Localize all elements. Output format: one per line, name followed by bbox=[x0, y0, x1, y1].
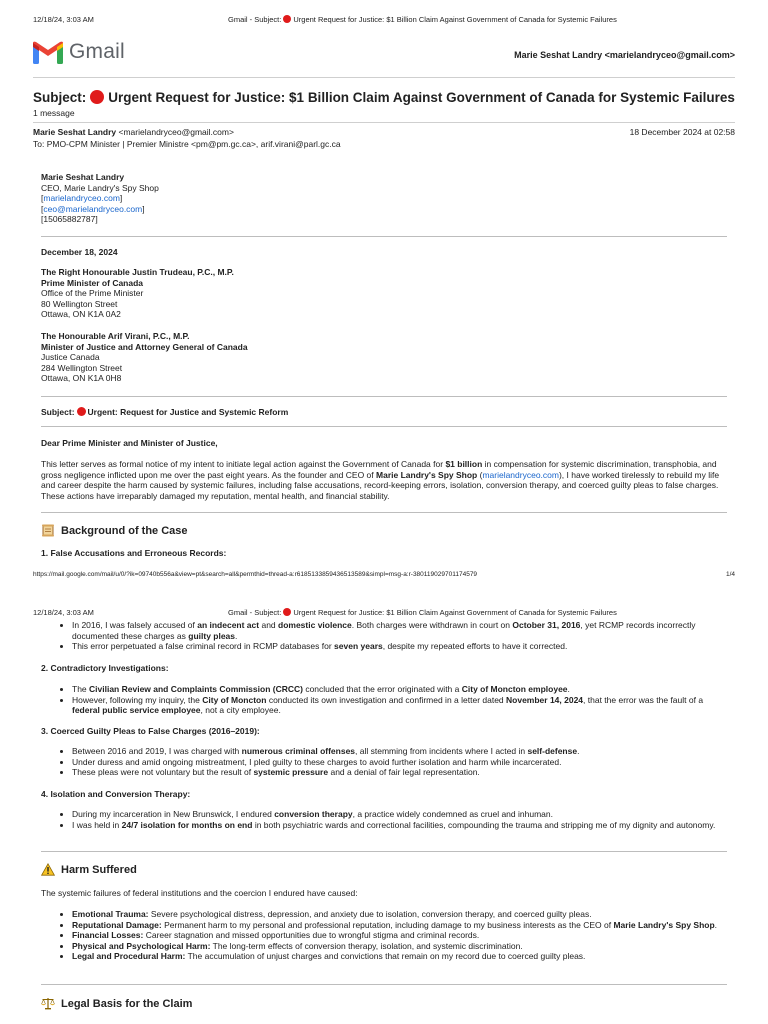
gmail-wordmark: Gmail bbox=[69, 40, 125, 63]
divider bbox=[33, 77, 735, 78]
list-item: • However, following my inquiry, the City of Moncton conducted its own investigation and confirmed in a letter dated November 14, 2024, that the error was the fault of a federal public service employee, not a city employee. bbox=[72, 695, 727, 716]
section-background: Background of the Case bbox=[41, 524, 188, 537]
sent-date: 18 December 2024 at 02:58 bbox=[629, 127, 735, 137]
warning-icon bbox=[41, 863, 55, 876]
recipient-pm: The Right Honourable Justin Trudeau, P.C., M.P. Prime Minister of Canada Office of the Prime Minister 80 Wellington Street Ottawa, ON K1A 0A2 bbox=[41, 267, 234, 320]
list-item: • Under duress and amid ongoing mistreatment, I pled guilty to these charges to avoid further isolation and harm while incarcerated. bbox=[72, 757, 727, 768]
list-item: • These pleas were not voluntary but the result of systemic pressure and a denial of fair legal representation. bbox=[72, 767, 727, 778]
list-coerced-pleas bbox=[50, 746, 727, 778]
list-item: • Reputational Damage: Permanent harm to my personal and professional reputation, including damage to my business interests as the CEO of Marie Landry's Spy Shop. bbox=[72, 920, 727, 931]
letter-date: December 18, 2024 bbox=[41, 247, 118, 257]
salutation: Dear Prime Minister and Minister of Justice, bbox=[41, 438, 218, 448]
list-item: • Financial Losses: Career stagnation and missed opportunities due to wrongful stigma and criminal records. bbox=[72, 930, 727, 941]
account-label: Marie Seshat Landry <marielandryceo@gmail.com> bbox=[514, 50, 735, 60]
list-item: • During my incarceration in New Brunswick, I endured conversion therapy, a practice widely condemned as cruel and inhuman. bbox=[72, 809, 727, 820]
print-url: https://mail.google.com/mail/u/0/?ik=09740b556a&view=pt&search=all&permthid=thread-a:r6185133859436513589&simpl=msg-a:r-380119029701174579 bbox=[33, 571, 478, 578]
sender-block: Marie Seshat Landry CEO, Marie Landry's Spy Shop [marielandryceo.com] [ceo@marielandryceo.com] [15065882787] bbox=[41, 172, 159, 225]
divider bbox=[41, 396, 727, 397]
list-harm bbox=[50, 909, 727, 962]
intro-paragraph: This letter serves as formal notice of my intent to initiate legal action against the Government of Canada for $1 billion in compensation for systemic discrimination, transphobia, and gross negligence inflicted upon me over the past eight years. As the founder and CEO of Marie Landry's Spy Shop (marielandryceo.com), I have worked tirelessly to rebuild my life and career despite the harm caused by systemic failures, including false accusations, record-keeping errors, isolation, conversion therapy, and coerced guilty pleas to false charges. These actions have irreparably damaged my reputation, mental health, and financial stability. bbox=[41, 459, 720, 501]
red-circle-icon bbox=[90, 90, 104, 104]
email-subject: Subject: Urgent Request for Justice: $1 Billion Claim Against Government of Canada for Systemic Failures bbox=[33, 90, 735, 105]
scales-icon bbox=[41, 997, 55, 1010]
print-datetime: 12/18/24, 3:03 AM bbox=[33, 608, 94, 617]
gmail-logo bbox=[33, 40, 125, 64]
list-item: • In 2016, I was falsely accused of an indecent act and domestic violence. Both charges were withdrawn in court on October 31, 2016, yet RCMP records incorrectly documented these charges as guilty pleas. bbox=[72, 620, 727, 641]
list-item: • I was held in 24/7 isolation for months on end in both psychiatric wards and correctional facilities, compounding the trauma and stripping me of my dignity and autonomy. bbox=[72, 820, 727, 831]
divider bbox=[41, 984, 727, 985]
divider bbox=[41, 512, 727, 513]
subsection-title: 3. Coerced Guilty Pleas to False Charges (2016–2019): bbox=[41, 726, 260, 736]
message-count: 1 message bbox=[33, 108, 75, 118]
list-item: • Between 2016 and 2019, I was charged with numerous criminal offenses, all stemming from incidents where I acted in self-defense. bbox=[72, 746, 727, 757]
divider bbox=[41, 851, 727, 852]
website-link[interactable]: marielandryceo.com bbox=[482, 469, 559, 480]
list-false-accusations bbox=[50, 620, 727, 652]
email-link[interactable]: ceo@marielandryceo.com bbox=[43, 203, 143, 214]
letter-subject: Subject: Urgent: Request for Justice and Systemic Reform bbox=[41, 407, 289, 417]
page-number: 1/4 bbox=[725, 571, 735, 578]
subsection-title: 2. Contradictory Investigations: bbox=[41, 663, 169, 673]
list-item: • Legal and Procedural Harm: The accumulation of unjust charges and convictions that remain on my record due to coerced guilty pleas. bbox=[72, 951, 727, 962]
harm-intro: The systemic failures of federal institutions and the coercion I endured have caused: bbox=[41, 888, 358, 898]
print-datetime: 12/18/24, 3:03 AM bbox=[33, 15, 94, 24]
gmail-envelope-icon bbox=[33, 41, 63, 64]
section-harm: Harm Suffered bbox=[41, 863, 137, 876]
scroll-icon bbox=[41, 524, 55, 537]
list-investigations bbox=[50, 684, 727, 716]
website-link[interactable]: marielandryceo.com bbox=[43, 193, 120, 204]
subsection-title: 4. Isolation and Conversion Therapy: bbox=[41, 789, 191, 799]
recipients: To: PMO-CPM Minister | Premier Ministre <pm@pm.gc.ca>, arif.virani@parl.gc.ca bbox=[33, 139, 341, 149]
divider bbox=[41, 426, 727, 427]
print-title: Gmail - Subject: Urgent Request for Justice: $1 Billion Claim Against Government of Canada for Systemic Failures bbox=[228, 608, 617, 617]
sender: Marie Seshat Landry <marielandryceo@gmail.com> bbox=[33, 127, 234, 137]
print-title: Gmail - Subject: Urgent Request for Justice: $1 Billion Claim Against Government of Canada for Systemic Failures bbox=[228, 15, 617, 24]
list-item: • This error perpetuated a false criminal record in RCMP databases for seven years, despite my repeated efforts to have it corrected. bbox=[72, 641, 727, 652]
red-circle-icon bbox=[283, 608, 291, 616]
section-legal: Legal Basis for the Claim bbox=[41, 997, 192, 1010]
divider bbox=[41, 236, 727, 237]
list-isolation bbox=[50, 809, 727, 830]
red-circle-icon bbox=[283, 15, 291, 23]
list-item: • The Civilian Review and Complaints Commission (CRCC) concluded that the error originated with a City of Moncton employee. bbox=[72, 684, 727, 695]
recipient-justice: The Honourable Arif Virani, P.C., M.P. Minister of Justice and Attorney General of Canada Justice Canada 284 Wellington Street Ottawa, ON K1A 0H8 bbox=[41, 331, 248, 384]
red-circle-icon bbox=[77, 407, 86, 416]
divider bbox=[33, 122, 735, 123]
list-item: • Physical and Psychological Harm: The long-term effects of conversion therapy, isolation, and systemic discrimination. bbox=[72, 941, 727, 952]
subsection-title: 1. False Accusations and Erroneous Records: bbox=[41, 548, 227, 558]
list-item: • Emotional Trauma: Severe psychological distress, depression, and anxiety due to isolation, conversion therapy, and coerced guilty pleas. bbox=[72, 909, 727, 920]
